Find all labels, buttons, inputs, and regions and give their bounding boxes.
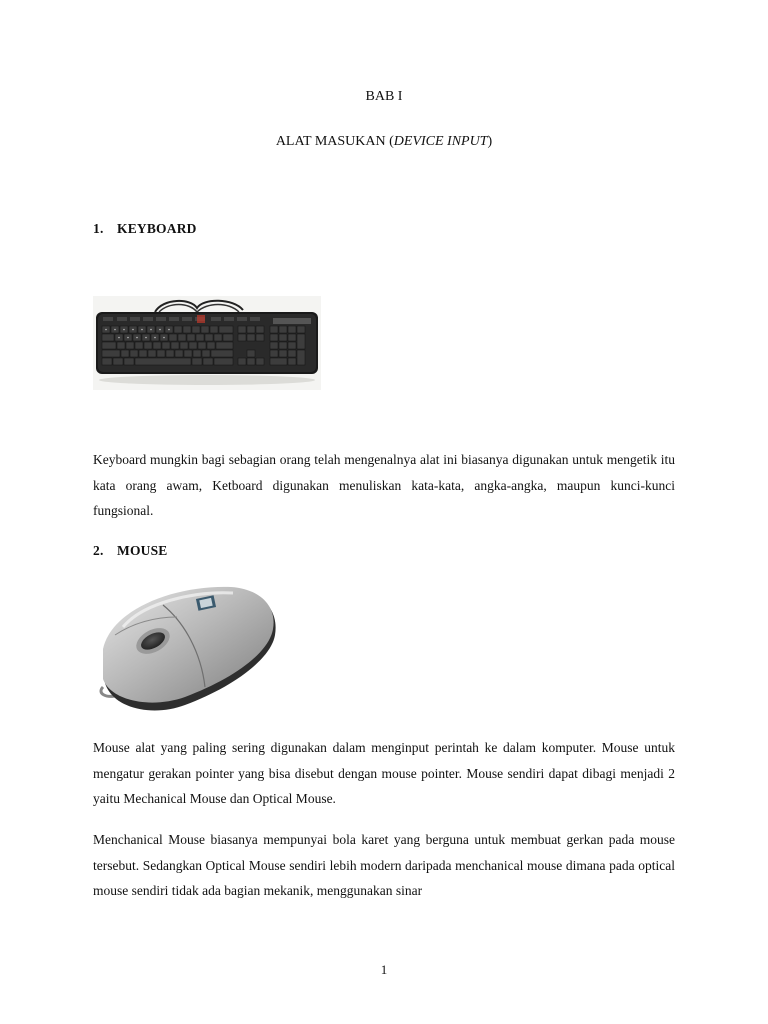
section-title: KEYBOARD <box>117 221 197 236</box>
section-number: 2. <box>93 543 104 558</box>
section-heading-keyboard <box>93 221 197 237</box>
mouse-paragraph-1: Mouse alat yang paling sering digunakan dalam menginput perintah ke dalam komputer. Mouse untuk mengatur gerakan pointer yang bisa disebut dengan mouse pointer. Mouse sendiri dapat dibagi menjadi 2 yaitu Mechanical Mouse dan Optical Mouse. <box>93 740 675 806</box>
keyboard-illustration <box>93 296 321 390</box>
title-suffix: ) <box>487 134 493 149</box>
document-title <box>0 134 768 150</box>
title-prefix: ALAT MASUKAN ( <box>275 134 394 149</box>
chapter-title: BAB I <box>365 89 403 104</box>
section-title: MOUSE <box>117 543 168 558</box>
section-heading-mouse <box>93 543 168 559</box>
keyboard-paragraph: Keyboard mungkin bagi sebagian orang telah mengenalnya alat ini biasanya digunakan untuk mengetik itu kata orang awam, Ketboard digunakan menuliskan kata-kata, angka-angka, maupun kunci-kunci fungsional. <box>93 452 675 518</box>
title-italic: DEVICE INPUT <box>393 134 488 149</box>
mouse-illustration <box>93 583 279 717</box>
keyboard-photo <box>93 296 321 390</box>
mouse-photo <box>93 583 279 717</box>
page-number: 1 <box>380 962 388 977</box>
section-number: 1. <box>93 221 104 236</box>
mouse-paragraph-2: Menchanical Mouse biasanya mempunyai bola karet yang berguna untuk membuat gerkan pada mouse tersebut. Sedangkan Optical Mouse sendiri lebih modern daripada menchanical mouse dimana pada optical mouse sendiri tidak ada bagian mekanik, menggunakan sinar <box>93 832 675 898</box>
